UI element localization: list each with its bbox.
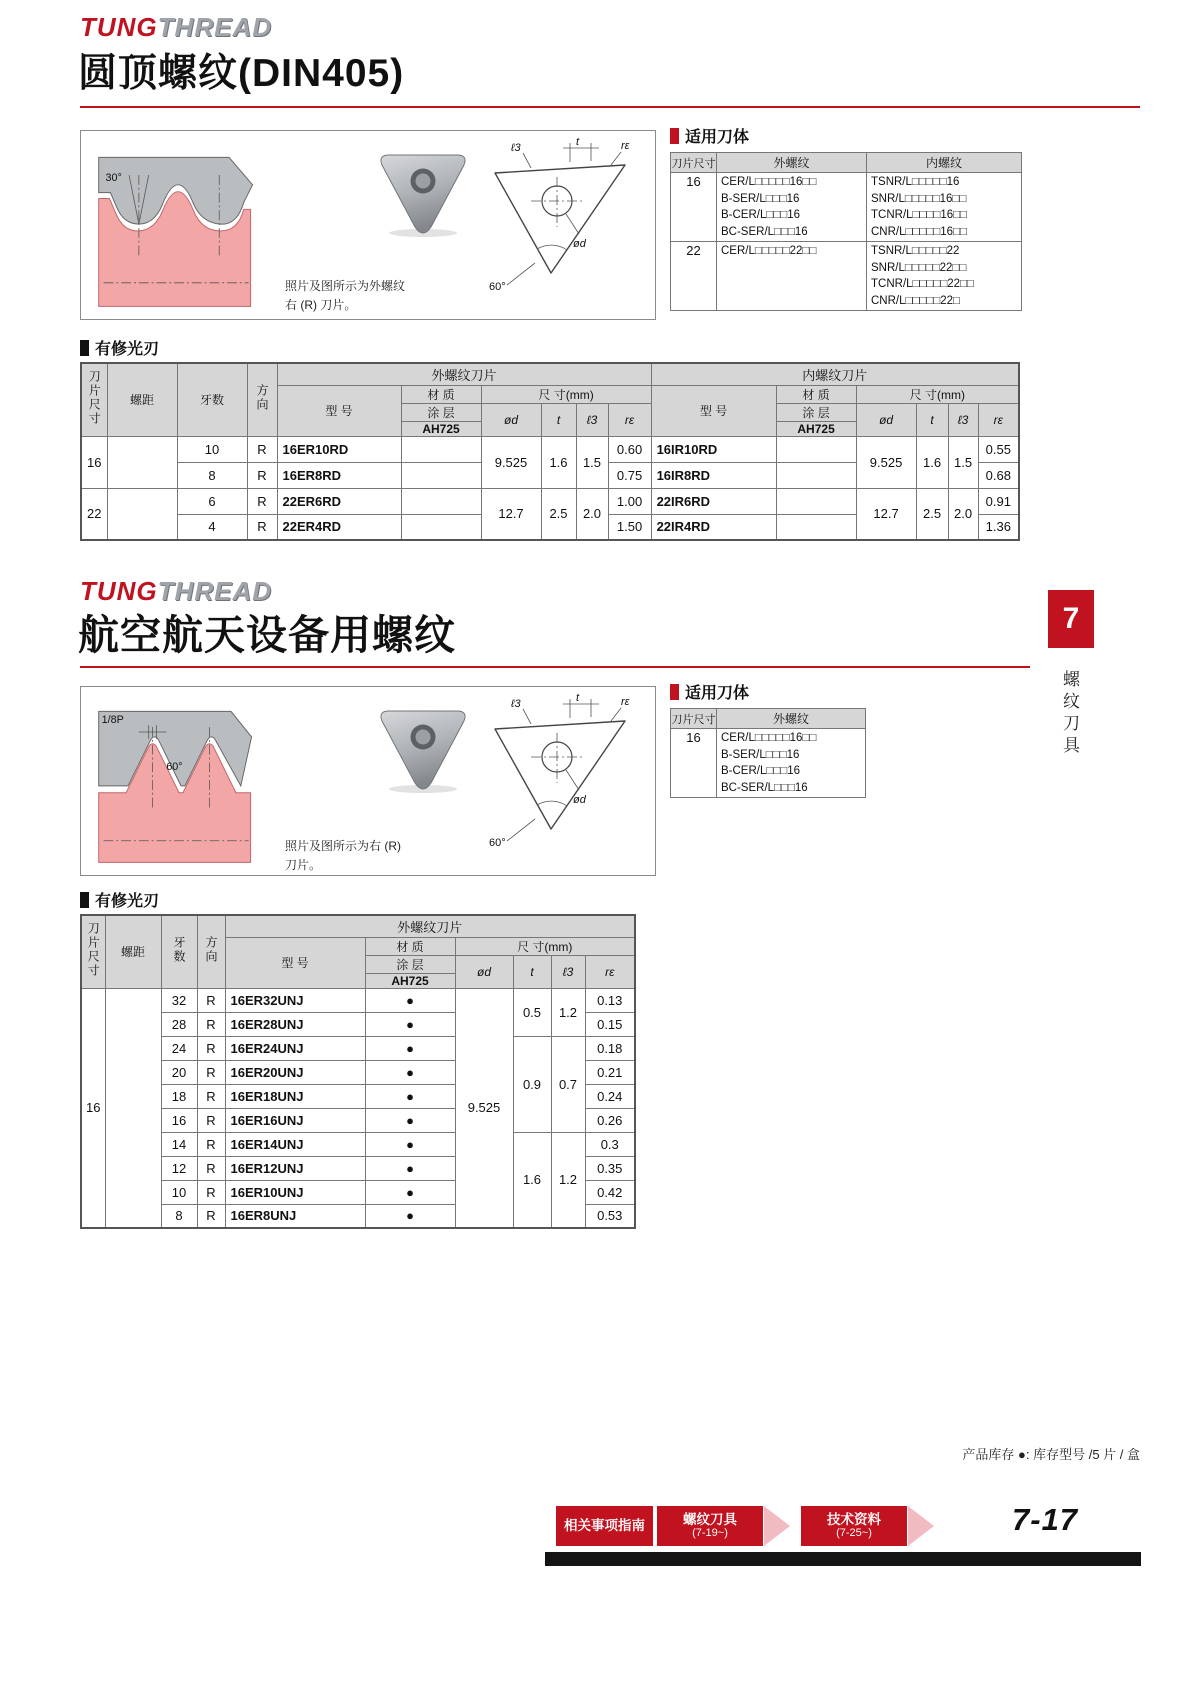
insert-body: [381, 155, 465, 233]
cell-coating: [401, 514, 481, 540]
cell-size: 22: [81, 488, 107, 540]
header-re: rε: [608, 403, 651, 436]
cell-hand: R: [197, 1012, 225, 1036]
cell-coating: [776, 514, 856, 540]
cell-coating: [776, 462, 856, 488]
header-re: rε: [585, 955, 635, 988]
cell-hand: R: [197, 1204, 225, 1228]
cell-model: 16ER24UNJ: [225, 1036, 365, 1060]
cell-re: 0.24: [585, 1084, 635, 1108]
cell-re: 0.21: [585, 1060, 635, 1084]
header-internal-block: 内螺纹刀片: [651, 363, 1019, 385]
cell-t: 1.6: [513, 1132, 551, 1228]
cell-re: 0.3: [585, 1132, 635, 1156]
dim-re-label: rε: [621, 696, 630, 708]
cell-tpi: 8: [161, 1204, 197, 1228]
cell-re: 0.60: [608, 436, 651, 462]
cell-re: 0.15: [585, 1012, 635, 1036]
dim-t-label: t: [576, 692, 580, 704]
logo-thread: THREAD: [157, 576, 273, 606]
header-od: ød: [856, 403, 916, 436]
cell-tpi: 4: [177, 514, 247, 540]
header-l3: ℓ3: [948, 403, 978, 436]
header-size: 刀片尺寸: [81, 363, 107, 436]
cell-l3: 1.2: [551, 1132, 585, 1228]
cell-pitch: [105, 988, 161, 1228]
dim-l3-label: ℓ3: [511, 698, 521, 710]
thread-angle-label: 60°: [166, 761, 183, 774]
section2-holder-block: [670, 680, 866, 798]
cell-re: 0.42: [585, 1180, 635, 1204]
pitch-label: 1/8P: [101, 714, 124, 727]
arrow-right-icon: [908, 1506, 934, 1546]
cell-tpi: 24: [161, 1036, 197, 1060]
cell-coating: [401, 488, 481, 514]
cell-ext-models: CER/L□□□□□22□□: [717, 242, 867, 311]
insert-photo: [373, 147, 473, 239]
black-square-icon: [80, 340, 89, 356]
insert-dimension-drawing: [473, 135, 653, 315]
cell-tpi: 6: [177, 488, 247, 514]
cell-re: 0.13: [585, 988, 635, 1012]
header-re: rε: [978, 403, 1019, 436]
cell-ext-models: CER/L□□□□□16□□ B-SER/L□□□16 B-CER/L□□□16 BC-SER/L□□□16: [717, 729, 866, 798]
chapter-label: 螺纹刀具: [1060, 670, 1079, 758]
table-row: [671, 242, 1022, 311]
cell-model: 16IR8RD: [651, 462, 776, 488]
cell-hand: R: [247, 462, 277, 488]
table-row: [671, 709, 866, 729]
cell-model: 16ER18UNJ: [225, 1084, 365, 1108]
cell-coating-dot: ●: [365, 1036, 455, 1060]
cell-hand: R: [247, 488, 277, 514]
header-external-block: 外螺纹刀片: [277, 363, 651, 385]
black-square-icon: [80, 892, 89, 908]
cell-tpi: 14: [161, 1132, 197, 1156]
cell-l3: 0.7: [551, 1036, 585, 1132]
cell-model: 22ER6RD: [277, 488, 401, 514]
header-external-block: 外螺纹刀片: [225, 915, 635, 937]
cell-hand: R: [197, 1180, 225, 1204]
cell-pitch: [107, 436, 177, 488]
cell-t: 2.5: [541, 488, 576, 540]
cell-model: 16ER20UNJ: [225, 1060, 365, 1084]
header-dims: 尺 寸(mm): [856, 385, 1019, 403]
header-t: t: [513, 955, 551, 988]
table-row: [81, 363, 1019, 385]
table-row: [81, 988, 635, 1012]
cell-hand: R: [197, 988, 225, 1012]
thread-profile-drawing: [84, 134, 280, 316]
header-dims: 尺 寸(mm): [455, 937, 635, 955]
diagram-caption: 照片及图所示为外螺纹 右 (R) 刀片。: [285, 279, 406, 312]
section2-diagram-box: [80, 686, 656, 876]
section2-insert-table: [80, 914, 636, 1229]
header-tpi: 牙数: [177, 363, 247, 436]
cell-model: 16IR10RD: [651, 436, 776, 462]
cell-od: 12.7: [481, 488, 541, 540]
cell-int-models: TSNR/L□□□□□22 SNR/L□□□□□22□□ TCNR/L□□□□□22□□ CNR/L□□□□□22□: [867, 242, 1022, 311]
chapter-tab: 7: [1048, 590, 1094, 648]
cell-hand: R: [247, 514, 277, 540]
dim-od-label: ød: [573, 238, 586, 250]
thread-angle-label: 30°: [105, 171, 122, 184]
holder-table-title: 适用刀体: [670, 124, 1022, 147]
red-square-icon: [670, 684, 679, 700]
header-pitch: 螺距: [107, 363, 177, 436]
dim-re-label: rε: [621, 140, 630, 152]
cell-coating-dot: ●: [365, 1156, 455, 1180]
dim-l3-label: ℓ3: [511, 142, 521, 154]
cell-size: 22: [671, 242, 717, 311]
insert-photo: [373, 703, 473, 795]
header-cell: 刀片尺寸: [671, 709, 717, 729]
cell-l3: 1.2: [551, 988, 585, 1036]
section2-holder-table: [670, 708, 866, 798]
header-od: ød: [481, 403, 541, 436]
cell-re: 1.50: [608, 514, 651, 540]
cell-od: 9.525: [481, 436, 541, 488]
table-row: [81, 1132, 635, 1156]
cell-model: 22ER4RD: [277, 514, 401, 540]
cell-tpi: 10: [161, 1180, 197, 1204]
cell-tpi: 16: [161, 1108, 197, 1132]
cell-model: 16ER32UNJ: [225, 988, 365, 1012]
header-model: 型 号: [651, 385, 776, 436]
cell-model: 16ER8UNJ: [225, 1204, 365, 1228]
cell-l3: 1.5: [576, 436, 608, 488]
cell-hand: R: [197, 1084, 225, 1108]
cell-re: 0.18: [585, 1036, 635, 1060]
logo-tung: TUNG: [80, 576, 158, 606]
cell-coating-dot: ●: [365, 1084, 455, 1108]
holder-table-title: 适用刀体: [670, 680, 866, 703]
cell-size: 16: [671, 729, 717, 798]
arrow-right-icon: [764, 1506, 790, 1546]
logo-thread: THREAD: [157, 12, 273, 42]
header-material: 材 质: [776, 385, 856, 403]
dim-od-label: ød: [573, 794, 586, 806]
cell-tpi: 32: [161, 988, 197, 1012]
cell-coating: [401, 436, 481, 462]
insert-outline: [495, 165, 625, 273]
section2-wiper-title: 有修光刃: [80, 888, 159, 916]
cell-model: 22IR4RD: [651, 514, 776, 540]
dim-t-label: t: [576, 136, 580, 148]
page-number: 7-17: [1012, 1502, 1079, 1537]
cell-model: 16ER16UNJ: [225, 1108, 365, 1132]
cell-tpi: 8: [177, 462, 247, 488]
cell-t: 1.6: [916, 436, 948, 488]
cell-model: 16ER28UNJ: [225, 1012, 365, 1036]
table-row: [81, 915, 635, 937]
header-t: t: [541, 403, 576, 436]
cell-size: 16: [81, 988, 105, 1228]
table-row: [81, 1036, 635, 1060]
header-cell: 刀片尺寸: [671, 153, 717, 173]
section1-holder-block: [670, 124, 1022, 311]
section1-holder-table: [670, 152, 1022, 311]
cell-tpi: 18: [161, 1084, 197, 1108]
cell-size: 16: [671, 173, 717, 242]
cell-l3: 2.0: [576, 488, 608, 540]
cell-coating-dot: ●: [365, 1180, 455, 1204]
cell-hand: R: [197, 1132, 225, 1156]
section1-insert-table: [80, 362, 1020, 541]
cell-model: 16ER10RD: [277, 436, 401, 462]
header-cell: 外螺纹: [717, 153, 867, 173]
header-grade: AH725: [365, 973, 455, 988]
insert-body: [381, 711, 465, 789]
header-grade: AH725: [776, 421, 856, 436]
cell-re: 0.55: [978, 436, 1019, 462]
insert-outline: [495, 721, 625, 829]
cell-od: 9.525: [856, 436, 916, 488]
header-cell: 外螺纹: [717, 709, 866, 729]
cell-tpi: 10: [177, 436, 247, 462]
section1-wiper-title: 有修光刃: [80, 336, 159, 364]
cell-od: 9.525: [455, 988, 513, 1228]
header-coating: 涂 层: [365, 955, 455, 973]
diagram-caption: 照片及图所示为右 (R) 刀片。: [285, 839, 401, 872]
cell-tpi: 28: [161, 1012, 197, 1036]
table-row: [81, 436, 1019, 462]
header-cell: 内螺纹: [867, 153, 1022, 173]
page-footer-bar: [545, 1552, 1141, 1566]
header-dims: 尺 寸(mm): [481, 385, 651, 403]
red-square-icon: [670, 128, 679, 144]
cell-model: 16ER14UNJ: [225, 1132, 365, 1156]
section1-divider: [80, 106, 1140, 108]
thread-profile-drawing: [84, 690, 280, 872]
cell-coating: [776, 488, 856, 514]
insert-dimension-drawing: [473, 691, 653, 871]
cell-re: 0.75: [608, 462, 651, 488]
nav-thread-tools[interactable]: 螺纹刀具 (7-19~): [657, 1506, 763, 1546]
header-od: ød: [455, 955, 513, 988]
cell-hand: R: [247, 436, 277, 462]
table-row: [671, 153, 1022, 173]
cell-coating: [776, 436, 856, 462]
cell-coating-dot: ●: [365, 988, 455, 1012]
logo-tung: TUNG: [80, 12, 158, 42]
dim-60-label: 60°: [489, 837, 506, 849]
section1-diagram-box: [80, 130, 656, 320]
section2-title: 航空航天设备用螺纹: [78, 612, 456, 658]
cell-re: 0.91: [978, 488, 1019, 514]
cell-l3: 1.5: [948, 436, 978, 488]
table-row: [671, 173, 1022, 242]
cell-re: 0.68: [978, 462, 1019, 488]
header-hand: 方向: [247, 363, 277, 436]
header-material: 材 质: [365, 937, 455, 955]
header-material: 材 质: [401, 385, 481, 403]
cell-hand: R: [197, 1060, 225, 1084]
cell-coating-dot: ●: [365, 1132, 455, 1156]
cell-coating-dot: ●: [365, 1204, 455, 1228]
stock-note: 产品库存 ●: 库存型号 /5 片 / 盒: [962, 1447, 1140, 1462]
cell-tpi: 12: [161, 1156, 197, 1180]
section2-divider: [80, 666, 1030, 668]
dim-60-label: 60°: [489, 281, 506, 293]
cell-hand: R: [197, 1156, 225, 1180]
header-hand: 方向: [197, 915, 225, 988]
nav-guide[interactable]: 相关事项指南: [556, 1506, 653, 1546]
cell-model: 22IR6RD: [651, 488, 776, 514]
cell-re: 1.36: [978, 514, 1019, 540]
section1-title: 圆顶螺纹(DIN405): [78, 52, 405, 95]
header-t: t: [916, 403, 948, 436]
cell-re: 0.53: [585, 1204, 635, 1228]
cell-coating-dot: ●: [365, 1012, 455, 1036]
cell-coating: [401, 462, 481, 488]
cell-re: 0.35: [585, 1156, 635, 1180]
cell-l3: 2.0: [948, 488, 978, 540]
cell-tpi: 20: [161, 1060, 197, 1084]
header-model: 型 号: [225, 937, 365, 988]
brand-logo: [80, 12, 272, 43]
table-row: [671, 729, 866, 798]
header-l3: ℓ3: [551, 955, 585, 988]
cell-hand: R: [197, 1108, 225, 1132]
cell-re: 1.00: [608, 488, 651, 514]
cell-t: 1.6: [541, 436, 576, 488]
header-size: 刀片尺寸: [81, 915, 105, 988]
header-pitch: 螺距: [105, 915, 161, 988]
header-tpi: 牙数: [161, 915, 197, 988]
cell-model: 16ER10UNJ: [225, 1180, 365, 1204]
cell-od: 12.7: [856, 488, 916, 540]
cell-size: 16: [81, 436, 107, 488]
header-l3: ℓ3: [576, 403, 608, 436]
nav-tech-docs[interactable]: 技术资料 (7-25~): [801, 1506, 907, 1546]
header-model: 型 号: [277, 385, 401, 436]
header-coating: 涂 层: [776, 403, 856, 421]
cell-model: 16ER12UNJ: [225, 1156, 365, 1180]
cell-t: 0.5: [513, 988, 551, 1036]
cell-pitch: [107, 488, 177, 540]
cell-re: 0.26: [585, 1108, 635, 1132]
cell-int-models: TSNR/L□□□□□16 SNR/L□□□□□16□□ TCNR/L□□□□16□□ CNR/L□□□□□16□□: [867, 173, 1022, 242]
cell-model: 16ER8RD: [277, 462, 401, 488]
cell-hand: R: [197, 1036, 225, 1060]
cell-t: 0.9: [513, 1036, 551, 1132]
cell-t: 2.5: [916, 488, 948, 540]
header-grade: AH725: [401, 421, 481, 436]
cell-coating-dot: ●: [365, 1060, 455, 1084]
cell-ext-models: CER/L□□□□□16□□ B-SER/L□□□16 B-CER/L□□□16 BC-SER/L□□□16: [717, 173, 867, 242]
cell-coating-dot: ●: [365, 1108, 455, 1132]
header-coating: 涂 层: [401, 403, 481, 421]
table-row: [81, 488, 1019, 514]
